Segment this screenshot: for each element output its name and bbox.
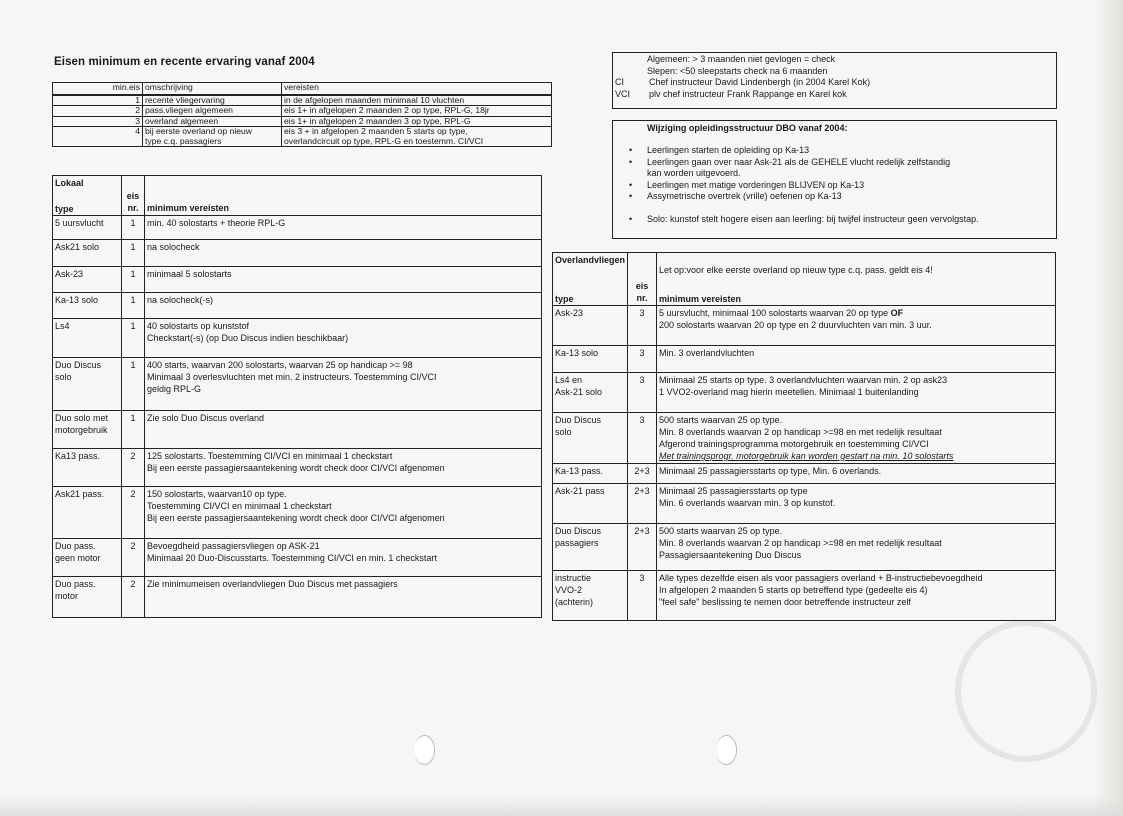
omschrijving-cell (143, 127, 282, 147)
wijziging-item: • Leerlingen met matige vorderingen BLIJVEN op Ka-13 (625, 180, 1056, 192)
lokaal-eis-nr: 2 (122, 539, 145, 577)
overland-type-cell (553, 464, 628, 484)
overland-type-cell (553, 413, 628, 464)
lokaal-title: Lokaal (55, 178, 84, 188)
overland-type-cell (553, 306, 628, 346)
lokaal-req-cell (145, 539, 542, 577)
type-line: geen motor (55, 553, 101, 563)
lokaal-table (52, 175, 542, 618)
type-line: Duo Discus (55, 360, 102, 370)
lokaal-eis-nr: 1 (122, 411, 145, 449)
overland-eis-nr: 2+3 (628, 524, 657, 571)
type-line: passagiers (555, 538, 599, 548)
req-line: Zie solo Duo Discus overland (147, 413, 265, 423)
header-omschrijving: omschrijving (143, 83, 282, 95)
lokaal-eis-nr: 1 (122, 319, 145, 358)
omschrijving-line: type c.q. passagiers (145, 135, 222, 146)
lokaal-header-type: type (55, 204, 74, 214)
req-line (659, 307, 1053, 319)
vci-text: plv chef instructeur Frank Rappange en Karel kok (649, 88, 847, 99)
overland-note: Let op:voor elke eerste overland op nieuw type c.q. pass. geldt eis 4! (659, 265, 933, 275)
lokaal-eis-nr: 1 (122, 267, 145, 293)
lokaal-type-cell (53, 319, 122, 358)
scan-bottom-shadow (0, 796, 1123, 816)
algemeen-line: Algemeen: > 3 maanden niet gevlogen = check (647, 54, 836, 64)
lokaal-req-cell (145, 577, 542, 618)
type-line: Ask-21 pass (555, 486, 605, 496)
req-line: Minimaal 25 passagiersstarts op type, Min. 6 overlands. (659, 466, 882, 476)
lokaal-type-cell (53, 216, 122, 240)
eis-nr: 2 (53, 106, 143, 117)
vereisten-cell: in de afgelopen maanden minimaal 10 vluchten (282, 95, 552, 106)
type-line: Ask-21 solo (555, 387, 603, 397)
overland-title: Overlandvliegen (555, 255, 626, 265)
overland-eis-nr: 3 (628, 306, 657, 346)
overland-req-cell (657, 346, 1056, 373)
req-italic-line: Met trainingsprogr. motorgebruik kan worden gestart na min. 10 solostarts (659, 451, 954, 461)
overland-header-req (657, 253, 1056, 306)
lokaal-req-cell (145, 449, 542, 487)
lokaal-header-eis (122, 176, 145, 216)
req-line: Alle types dezelfde eisen als voor passagiers overland + B-instructiebevoegdheid (659, 573, 983, 583)
req-line: Checkstart(-s) (op Duo Discus indien beschikbaar) (147, 333, 349, 343)
req-line: 40 solostarts op kunststof (147, 321, 250, 331)
req-line: Toestemming CI/VCI en minimaal 1 checkstart (147, 501, 332, 511)
lokaal-type-cell (53, 358, 122, 411)
req-line: 500 starts waarvan 25 op type. (659, 415, 783, 425)
type-line: Ka13 pass. (55, 451, 101, 461)
type-line: motor (55, 591, 79, 601)
req-line: Min. 6 overlands waarvan min. 3 op kunstof. (659, 498, 836, 508)
req-line: Passagiersaantekening Duo Discus (659, 550, 802, 560)
header-eis-text: eis (126, 191, 140, 201)
req-line: na solocheck(-s) (147, 295, 214, 305)
type-line: Duo Discus (555, 526, 602, 536)
type-line: solo (55, 372, 72, 382)
overland-eis-nr: 3 (628, 373, 657, 413)
overland-header-eis (628, 253, 657, 306)
type-line: Duo Discus (555, 415, 602, 425)
lokaal-eis-nr: 2 (122, 487, 145, 539)
type-line: Ask-23 (55, 269, 84, 279)
omschrijving-cell: overland algemeen (143, 116, 282, 127)
lokaal-req-cell (145, 267, 542, 293)
req-line: na solocheck (147, 242, 200, 252)
overland-req-cell (657, 524, 1056, 571)
overland-eis-nr: 3 (628, 346, 657, 373)
type-line: solo (555, 427, 572, 437)
overland-header-req-text: minimum vereisten (659, 294, 742, 304)
wijziging-item: • Leerlingen gaan over naar Ask-21 als de GEHELE vlucht redelijk zelfstandig (625, 157, 1056, 169)
req-bold: OF (890, 308, 904, 318)
omschrijving-line: bij eerste overland op nieuw (145, 126, 253, 137)
overland-type-cell (553, 571, 628, 621)
req-line: Bevoegdheid passagiersvliegen op ASK-21 (147, 541, 320, 551)
lokaal-req-cell (145, 293, 542, 319)
overland-header-type-cell (553, 253, 628, 306)
req-line: 500 starts waarvan 25 op type. (659, 526, 783, 536)
lokaal-header-type-cell (53, 176, 122, 216)
lokaal-req-cell (145, 216, 542, 240)
lokaal-type-cell (53, 577, 122, 618)
type-line: Ask-23 (555, 308, 584, 318)
type-line: instructie (555, 573, 592, 583)
overland-type-cell (553, 524, 628, 571)
eis-nr: 3 (53, 116, 143, 127)
wijziging-item: • Solo: kunstof stelt hogere eisen aan leerling: bij twijfel instructeur geen vervolgstap. (625, 214, 1056, 226)
type-line: Ka-13 pass. (555, 466, 604, 476)
overland-req-cell (657, 413, 1056, 464)
lokaal-type-cell (53, 449, 122, 487)
req-line: 200 solostarts waarvan 20 op type en 2 duurvluchten van min. 3 uur. (659, 320, 932, 330)
header-vereisten: vereisten (282, 83, 552, 95)
type-line: Ask21 solo (55, 242, 100, 252)
algemeen-info-box (612, 52, 1057, 109)
req-line: Minimaal 20 Duo-Discusstarts. Toestemming CI/VCI en min. 1 checkstart (147, 553, 437, 563)
req-line: geldig RPL-G (147, 384, 202, 394)
lokaal-req-cell (145, 411, 542, 449)
header-min-eis: min.eis (53, 83, 143, 95)
type-line: motorgebruik (55, 425, 108, 435)
type-line: (achterin) (555, 597, 594, 607)
vereisten-line: overlandcircuit op type, RPL-G en toestemm. CI/VCI (284, 135, 484, 146)
vci-label: VCI (615, 88, 631, 99)
page-title: Eisen minimum en recente ervaring vanaf 2004 (54, 56, 315, 68)
lokaal-req-cell (145, 358, 542, 411)
req-line: Minimaal 3 overlesvluchten met min. 2 instructeurs. Toestemming CI/VCI (147, 372, 437, 382)
lokaal-eis-nr: 1 (122, 216, 145, 240)
lokaal-type-cell (53, 487, 122, 539)
wijziging-title: Wijziging opleidingsstructuur DBO vanaf 2004: (647, 123, 848, 133)
overland-eis-nr: 3 (628, 571, 657, 621)
lokaal-req-cell (145, 240, 542, 267)
vereisten-cell: eis 1+ in afgelopen 2 maanden 2 op type, RPL-G, 18jr (282, 106, 552, 117)
lokaal-type-cell (53, 267, 122, 293)
type-line: Duo pass. (55, 579, 96, 589)
lokaal-type-cell (53, 539, 122, 577)
overland-eis-nr: 3 (628, 413, 657, 464)
type-line: Ls4 en (555, 375, 583, 385)
header-nr-text: nr. (636, 293, 648, 303)
type-line: Duo solo met (55, 413, 109, 423)
overland-eis-nr: 2+3 (628, 464, 657, 484)
eis-nr: 4 (53, 127, 143, 147)
req-line: Min. 3 overlandvluchten (659, 348, 755, 358)
type-line: 5 uursvlucht (55, 218, 104, 228)
omschrijving-cell: recente vliegervaring (143, 95, 282, 106)
scan-edge-shadow (1093, 0, 1123, 816)
req-line: Minimaal 25 starts op type. 3 overlandvluchten waarvan min. 2 op ask23 (659, 375, 948, 385)
lokaal-header-req: minimum vereisten (145, 176, 542, 216)
req-line: Minimaal 25 passagiersstarts op type (659, 486, 808, 496)
req-line: Bij een eerste passagiersaantekening wordt check door CI/VCI afgenomen (147, 463, 445, 473)
overland-header-type: type (555, 294, 574, 304)
lokaal-eis-nr: 1 (122, 358, 145, 411)
requirements-summary-table (52, 82, 552, 147)
punch-hole-icon (414, 735, 435, 765)
type-line: Ka-13 solo (55, 295, 99, 305)
req-line: 1 VVO2-overland mag hierin meetellen. Minimaal 1 buitenlanding (659, 387, 919, 397)
vereisten-cell: eis 1+ in afgelopen 2 maanden 3 op type, RPL-G (282, 116, 552, 127)
req-line: min. 40 solostarts + theorie RPL-G (147, 218, 286, 228)
lokaal-type-cell (53, 240, 122, 267)
header-nr-text: nr. (127, 203, 139, 213)
req-line: 400 starts, waarvan 200 solostarts, waarvan 25 op handicap >= 98 (147, 360, 413, 370)
lokaal-type-cell (53, 411, 122, 449)
header-eis-text: eis (635, 281, 649, 291)
type-line: VVO-2 (555, 585, 583, 595)
ci-label: CI (615, 77, 624, 87)
wijziging-item: • Assymetrische overtrek (vrille) oefenen op Ka-13 (625, 191, 1056, 203)
req-line: minimaal 5 solostarts (147, 269, 232, 279)
lokaal-type-cell (53, 293, 122, 319)
lokaal-eis-nr: 1 (122, 293, 145, 319)
req-line: Afgerond trainingsprogramma motorgebruik en toestemming CI/VCI (659, 439, 929, 449)
wijziging-box (612, 120, 1057, 239)
req-line: In afgelopen 2 maanden 5 starts op betreffend type (gedeelte eis 4) (659, 585, 928, 595)
type-line: Ka-13 solo (555, 348, 599, 358)
wijziging-item: • Leerlingen starten de opleiding op Ka-13 (625, 145, 1056, 157)
req-line: Bij een eerste passagiersaantekening wordt check door CI/VCI afgenomen (147, 513, 445, 523)
overland-table (552, 252, 1056, 621)
req-line: Zie minimumeisen overlandvliegen Duo Discus met passagiers (147, 579, 398, 589)
overland-req-cell (657, 571, 1056, 621)
faded-seal-icon (955, 620, 1097, 762)
vereisten-line: eis 3 + in afgelopen 2 maanden 5 starts op type, (284, 126, 468, 137)
lokaal-req-cell (145, 487, 542, 539)
lokaal-eis-nr: 2 (122, 577, 145, 618)
req-line: Min. 8 overlands waarvan 2 op handicap >=98 en met redelijk resultaat (659, 427, 942, 437)
lokaal-eis-nr: 1 (122, 240, 145, 267)
req-line: Min. 8 overlands waarvan 2 op handicap >=98 en met redelijk resultaat (659, 538, 942, 548)
overland-req-cell (657, 306, 1056, 346)
req-text: 5 uursvlucht, minimaal 100 solostarts waarvan 20 op type (659, 308, 889, 318)
overland-type-cell (553, 373, 628, 413)
req-line: 125 solostarts. Toestemming CI/VCI en minimaal 1 checkstart (147, 451, 393, 461)
wijziging-item: kan worden uitgevoerd. (647, 168, 741, 178)
req-line: "feel safe" beslissing te nemen door betreffende instructeur zelf (659, 597, 911, 607)
overland-req-cell (657, 373, 1056, 413)
lokaal-req-cell (145, 319, 542, 358)
eis-nr: 1 (53, 95, 143, 106)
req-line: 150 solostarts, waarvan10 op type. (147, 489, 287, 499)
overland-req-cell (657, 484, 1056, 524)
type-line: Duo pass. (55, 541, 96, 551)
overland-type-cell (553, 484, 628, 524)
omschrijving-cell: pass.vliegen algemeen (143, 106, 282, 117)
overland-req-cell (657, 464, 1056, 484)
punch-hole-icon (716, 735, 737, 765)
ci-text: Chef instructeur David Lindenbergh (in 2004 Karel Kok) (649, 77, 871, 87)
type-line: Ls4 (55, 321, 70, 331)
lokaal-eis-nr: 2 (122, 449, 145, 487)
slepen-line: Slepen: <50 sleepstarts check na 6 maanden (647, 65, 828, 76)
overland-eis-nr: 2+3 (628, 484, 657, 524)
type-line: Ask21 pass. (55, 489, 105, 499)
overland-type-cell (553, 346, 628, 373)
vereisten-cell (282, 127, 552, 147)
